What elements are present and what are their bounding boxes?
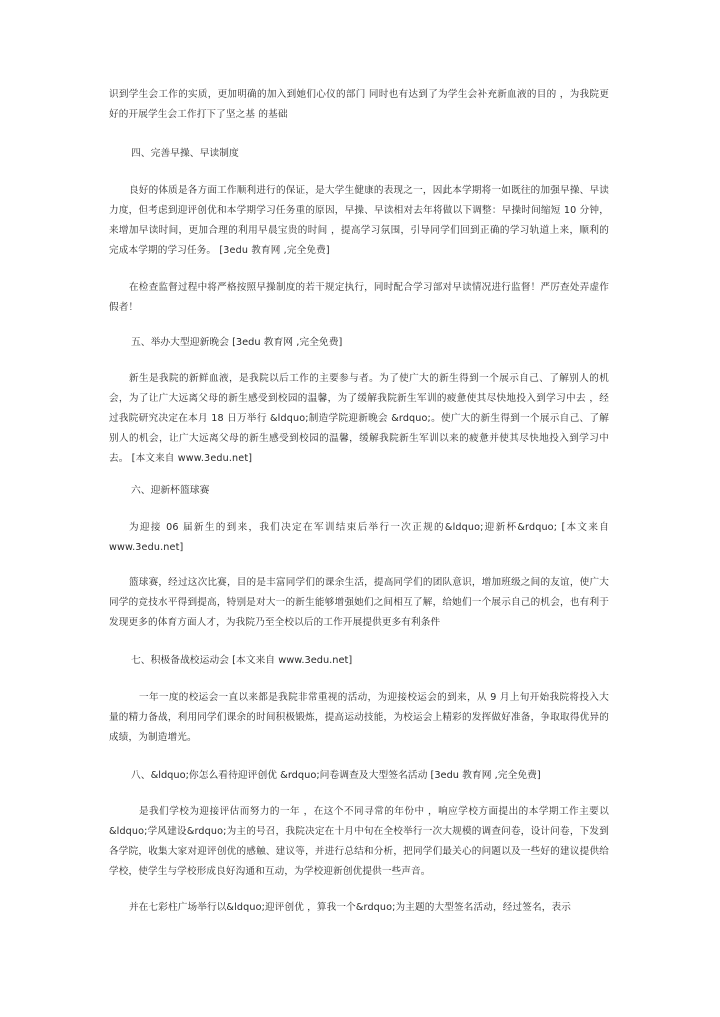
section-heading-8: 八、&ldquo;你怎么看待迎评创优 &rdquo;问卷调查及大型签名活动 [3edu 教育网 ,完全免费] — [131, 770, 541, 781]
paragraph-signature-event: 并在七彩柱广场举行以&ldquo;迎评创优 ，算我一个&rdquo;为主题的大型签名活动，经过签名，表示 — [129, 902, 571, 913]
paragraph-basketball-details: 篮球赛，经过这次比赛，目的是丰富同学们的课余生活，提高同学们的团队意识，增加班级之间的友谊，使广大同学的竞技水平得到提高，特别是对大一的新生能够增强她们之间相互了解，给她们一个展示自己的机会，也有利于发现更多的体育方面人才，为我院乃至全校以后的工作开展提供更多有利条件 — [109, 577, 609, 628]
paragraph-sports-meet: 一年一度的校运会一直以来都是我院非常重视的活动，为迎接校运会的到来，从 9 月上旬开始我院将投入大量的精力备战，利用同学们课余的时间积极锻炼，提高运动技能，为校运会上精彩的发挥做好准备，争取取得优异的成绩，为制造增光。 — [109, 692, 609, 743]
paragraph-supervision: 在检查监督过程中将严格按照早操制度的若干规定执行，同时配合学习部对早读情况进行监督！严厉查处弄虚作假者！ — [109, 282, 609, 313]
paragraph-survey: 是我们学校为迎接评估而努力的一年 ，在这个不同寻常的年份中 ，响应学校方面提出的本学期工作主要以&ldquo;学风建设&rdquo;为主的号召，我院决定在十月中旬在全校举行一次大规模的调查问卷，设计问卷，下发到各学院，收集大家对迎评创优的感触、建议等，并进行总结和分析，把同学们最关心的问题以及一些好的建议提供给学校，使学生与学校形成良好沟通和互动，为学校迎新创优提供一些声音。 — [109, 806, 609, 877]
paragraph-basketball-intro: 为迎接 06 届新生的到来，我们决定在军训结束后举行一次正规的&ldquo;迎新杯&rdquo; [本文来自 www.3edu.net] — [109, 522, 609, 553]
paragraph-welcome-party: 新生是我院的新鲜血液，是我院以后工作的主要参与者。为了使广大的新生得到一个展示自己、了解别人的机会，为了让广大远离父母的新生感受到校园的温馨，为了缓解我院新生军训的疲惫使其尽快地投入到学习中去 ，经过我院研究决定在本月 18 日万举行 &ldquo;制造学院迎新晚会 &rdquo;。使广大的新生得到一个展示自己、了解别人的机会，让广大远离父母的新生感受到校园的温馨，缓解我院新生军训以来的疲惫并使其尽快地投入到学习中去。 [本文来自 www.3edu.net] — [109, 373, 609, 464]
paragraph-morning-exercise: 良好的体质是各方面工作顺利进行的保证，是大学生健康的表现之一，因此本学期将一如既往的加强早操、早读力度，但考虑到迎评创优和本学期学习任务重的原因，早操、早读相对去年将做以下调整：早操时间缩短 10 分钟，来增加早读时间，更加合理的利用早晨宝贵的时间 ，提高学习氛围，引导同学们回到正确的学习轨道上来，顺利的完成本学期的学习任务。 [3edu 教育网 ,完全免费] — [109, 185, 609, 256]
section-heading-7: 七、积极备战校运动会 [本文来自 www.3edu.net] — [131, 655, 353, 666]
section-heading-5: 五、举办大型迎新晚会 [3edu 教育网 ,完全免费] — [131, 337, 343, 348]
paragraph-continuation: 识到学生会工作的实质，更加明确的加入到她们心仪的部门 同时也有达到了为学生会补充新血液的目的 ，为我院更好的开展学生会工作打下了坚之基 的基础 — [109, 89, 609, 120]
section-heading-4: 四、完善早操、早读制度 — [131, 148, 239, 159]
section-heading-6: 六、迎新杯篮球赛 — [131, 485, 210, 496]
